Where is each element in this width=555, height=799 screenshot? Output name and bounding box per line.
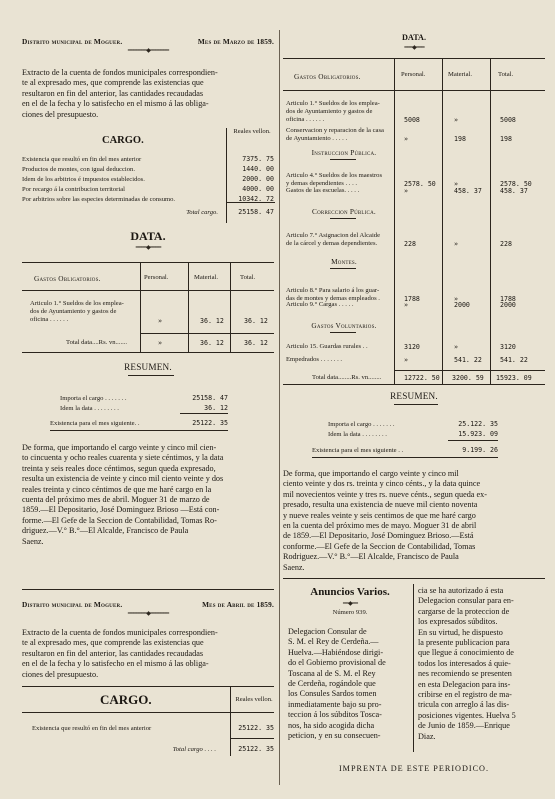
table-cell-personal: 3120 <box>404 343 420 351</box>
table-row-label <box>286 356 392 364</box>
cargo-title-abril: CARGO. <box>100 692 152 707</box>
table-cell-total: 5008 <box>500 116 516 124</box>
text-line: y demas dependientes . . . . <box>286 180 358 187</box>
table-cell-personal: » <box>404 135 408 143</box>
text-line: de la cárcel y demas dependientes. <box>286 240 378 247</box>
col-rule <box>442 58 443 384</box>
sum-rule <box>230 738 274 739</box>
cargo-row-abril <box>22 724 274 733</box>
text-line: reales treinta y cinco céntimos de que me haré cargo en la <box>22 484 212 494</box>
section-underline <box>330 159 356 160</box>
text-line: cia se ha autorizado á esta <box>418 586 504 595</box>
material-header: Material. <box>448 71 472 78</box>
table-bottom-rule <box>283 384 545 385</box>
row-label: Por recargo á la contribucion territorial <box>22 186 125 193</box>
table-row-label <box>286 172 392 188</box>
table-cell-total: 541. 22 <box>500 356 528 364</box>
ornament-divider: ━━━━━━━◆━━━━━━━ <box>127 611 169 617</box>
text-line: resulta un existencia de veinte y cinco mil ciento veinte y dos <box>22 474 224 484</box>
text-line: Gastos de las escuelas. . . . . <box>286 187 360 194</box>
text-line: en esta Delegacion para ins- <box>418 679 511 689</box>
cargo-row <box>22 165 274 174</box>
row-label: Idem la data . . . . . . . . <box>328 431 387 438</box>
text-line: cuenta del próximo mes de abril. Moguer 31 de marzo de <box>22 495 210 505</box>
total-cargo-value: 25158. 47 <box>238 208 274 216</box>
text-line: y nueve reales veinte y seis centimos de que me haré cargo <box>283 510 476 520</box>
ornament-rule <box>128 375 174 376</box>
text-line: te al expresado mes, que comprende las existencias que <box>22 78 204 88</box>
cargo-sum-rule <box>226 202 275 203</box>
text-line: to cincuenta y ocho reales cuarenta y siete céntimos, y la data <box>22 453 224 463</box>
extracto-marzo <box>22 68 274 120</box>
sum-rule <box>394 370 545 371</box>
text-line: das de montes y demas empleados . <box>286 295 380 302</box>
table-row-label <box>286 127 392 143</box>
table-top-rule <box>283 58 545 59</box>
cargo-top-rule <box>22 686 274 687</box>
text-line: todos los interesados á quie- <box>418 658 511 668</box>
resumen-sum-rule <box>180 413 228 414</box>
text-line: Diaz. <box>418 731 436 741</box>
col-rule <box>394 58 395 384</box>
gastos-obligatorios-header: Gastos Obligatorios. <box>294 72 361 81</box>
reales-vellon-header-abril: Reales vellon. <box>235 696 273 703</box>
table-cell-material: » <box>454 116 458 124</box>
reales-vellon-header: Reales vellon. <box>233 128 271 135</box>
existencia-value: 25122. 35 <box>192 419 228 427</box>
personal-header: Personal. <box>144 274 169 281</box>
text-line: presado, resulta una existencia de nueve mil ciento noventa <box>283 500 478 510</box>
table-cell-personal: » <box>404 356 408 364</box>
row-value: 10342. 72 <box>238 195 274 203</box>
cargo-row <box>22 185 274 194</box>
text-line: Extracto de la cuenta de fondos municipales correspondien- <box>22 628 218 637</box>
month-title: Mes de Marzo de 1859. <box>197 37 274 46</box>
text-line: inmediatamente bajo su pro- <box>288 699 382 709</box>
total-cargo-row-abril <box>22 745 274 754</box>
text-line: Delegacion consular para en- <box>418 596 514 606</box>
text-line: Articulo 15. Guardas rurales . . <box>286 343 368 350</box>
cargo-rows <box>22 155 274 205</box>
text-line: Extracto de la cuenta de fondos municipales correspondien- <box>22 68 218 77</box>
table-cell-material: 198 <box>454 135 466 143</box>
table-cell-material: » <box>454 180 458 188</box>
text-line: cribirse en el registro de ma- <box>418 690 512 700</box>
cargo-row <box>22 155 274 164</box>
ornament-rule <box>394 404 438 405</box>
data-row-label <box>30 300 138 324</box>
text-line: Saenz. <box>22 536 44 546</box>
anuncio-text-right <box>418 586 545 742</box>
col-rule <box>490 58 491 384</box>
resumen-title: RESUMEN. <box>124 362 172 372</box>
section-underline <box>330 332 356 333</box>
material-header: Material. <box>194 274 218 281</box>
table-cell-personal: 2578. 50 <box>404 180 436 188</box>
text-line: los Consules Sardos tomen <box>288 689 377 699</box>
resumen-rows <box>60 394 228 414</box>
row-label: Idem de los arbitrios é impuestos establecidos. <box>22 176 145 183</box>
cargo-title: CARGO. <box>102 135 144 146</box>
text-line: Rodriguez.—V.° B.°—El Alcalde, Francisco de Paula <box>283 552 459 562</box>
section-heading: Instruccion Pública. <box>311 148 377 157</box>
table-cell-personal: 5008 <box>404 116 420 124</box>
row-value: 15.923. 09 <box>458 430 498 438</box>
row-label: Productos de montes, con igual deduccion. <box>22 166 135 173</box>
table-row-label <box>286 232 392 248</box>
row-value: 25158. 47 <box>192 394 228 402</box>
closing-abril <box>283 469 545 573</box>
resumen-row <box>328 430 498 439</box>
resumen-rows-2 <box>328 420 498 440</box>
table-row-label <box>286 100 392 124</box>
resumen-row <box>60 404 228 413</box>
row-value: 25.122. 35 <box>458 420 498 428</box>
text-line: mil novecientos veinte y tres rs. nueve cénts., segun queda ex- <box>283 489 487 499</box>
text-line: cargarse de la proteccion de <box>418 606 510 616</box>
table-cell-total: 2578. 50 <box>500 180 532 188</box>
table-cell-total: 198 <box>500 135 512 143</box>
total-header: Total. <box>498 71 514 78</box>
text-line: Articulo 8.° Para salario á los guar- <box>286 287 380 294</box>
table-row-label <box>286 301 392 309</box>
row-label: Por arbitrios sobre las especies determinadas de consumo. <box>22 196 176 203</box>
right-header-data: DATA. <box>401 33 427 42</box>
sum-rule <box>140 333 274 334</box>
section-rule <box>283 578 545 579</box>
table-cell-material: 2000 <box>454 301 470 309</box>
row-label: Existencia que resultó en fin del mes anterior <box>22 156 142 163</box>
total-material: 3200. 59 <box>452 374 484 382</box>
text-line: ciento veinte y dos rs. treinta y cinco cénts., y la data quince <box>283 479 481 489</box>
table-cell-personal: 1788 <box>404 295 420 303</box>
resumen-bottom-rule <box>312 457 498 458</box>
total-personal: » <box>158 339 162 347</box>
table-cell-total: 2000 <box>500 301 516 309</box>
table-cell-total: 3120 <box>500 343 516 351</box>
gastos-obligatorios-header: Gastos Obligatorios. <box>34 274 101 283</box>
section-heading: Correccion Pública. <box>312 207 376 216</box>
text-line: Delegacion Consular de <box>288 627 367 636</box>
anuncio-column-rule <box>413 584 414 752</box>
row-value: 1440. 00 <box>242 165 274 173</box>
row-label: Idem la data . . . . . . . . <box>60 405 119 412</box>
text-line: dos de Ayuntamiento y gastos de <box>286 108 373 115</box>
extracto-abril <box>22 628 274 680</box>
col-rule <box>140 262 141 352</box>
total-cargo-label-abril: Total cargo . . . . <box>172 746 216 753</box>
text-line: De forma, que importando el cargo veinte y cinco mil <box>283 469 459 478</box>
text-line: forme.—El Gefe de la Seccion de Contabilidad, Tomas Ro- <box>22 515 217 525</box>
header-rule <box>283 90 545 91</box>
text-line: resultaron en fin del anterior, las cantidades recaudadas <box>22 88 204 98</box>
district-title: Distrito municipal de Moguer. <box>22 37 123 46</box>
table-cell-total: 228 <box>500 240 512 248</box>
total-cargo-value-abril: 25122. 35 <box>238 745 274 753</box>
text-line: Empedrados . . . . . . . <box>286 356 343 363</box>
total-header: Total. <box>240 274 256 281</box>
text-line: nes recomiendo se presenten <box>418 669 512 679</box>
existencia-label-2: Existencia para el mes siguiente . . <box>312 447 404 454</box>
ornament-divider: ━━◆━━ <box>342 601 358 607</box>
personal-header: Personal. <box>401 71 426 78</box>
text-line: Articulo 9.° Cargas . . . . . <box>286 301 354 308</box>
row-value: 36. 12 <box>204 404 228 412</box>
section-heading: Montes. <box>331 257 357 266</box>
text-line: de 1859.—El Depositario, José Dominguez Brioso.—Está <box>283 531 474 541</box>
text-line: Articulo 1.° Sueldos de los emplea- <box>30 300 124 307</box>
text-line: en la cuenta del próximo mes de mayo. Moguer 31 de abril <box>283 521 477 531</box>
text-line: de Cerdeña, rogándole que <box>288 679 376 689</box>
text-line: ciones del presupuesto. <box>22 109 99 119</box>
table-bottom-rule <box>22 352 274 353</box>
text-line: Articulo 7.° Asignacion del Alcaide <box>286 232 381 239</box>
table-row-label <box>286 187 392 195</box>
total-total: 15923. 09 <box>496 374 532 382</box>
resumen-sum-rule <box>448 440 498 441</box>
text-line: en el de la fecha y lo satisfecho en el mismo á las obliga- <box>22 99 209 109</box>
total-material: 36. 12 <box>200 339 224 347</box>
text-line: posiciones vigentes. Huelva 5 <box>418 710 516 720</box>
section-heading: Gastos Voluntarios. <box>311 321 377 330</box>
existencia-row <box>50 419 228 428</box>
text-line: ciones del presupuesto. <box>22 669 99 679</box>
resumen-row <box>60 394 228 403</box>
data-title: DATA. <box>130 229 166 243</box>
cargo-row <box>22 175 274 184</box>
text-line: los expresados súbditos. <box>418 617 498 627</box>
text-line: Huelva.—Habiéndose dirigi- <box>288 647 384 657</box>
closing-marzo <box>22 443 274 547</box>
anuncio-text-left <box>288 627 410 741</box>
text-line: la presente publicacion para <box>418 638 510 648</box>
text-line: peticion, y en su consecuen- <box>288 731 381 741</box>
total-cargo-row <box>22 208 274 217</box>
text-line: oficina . . . . . . <box>30 316 69 323</box>
text-line: En su virtud, he dispuesto <box>418 627 503 637</box>
total-total: 36. 12 <box>244 339 268 347</box>
table-cell-material: » <box>454 343 458 351</box>
table-cell-personal: 228 <box>404 240 416 248</box>
table-cell-material: » <box>454 295 458 303</box>
table-cell-personal: » <box>404 187 408 195</box>
text-line: Conservacion y reparacion de la casa <box>286 127 384 134</box>
table-top-rule <box>22 262 274 263</box>
section-rule <box>22 589 274 590</box>
table-cell-material: 458. 37 <box>454 187 482 195</box>
text-line: Articulo 1.° Sueldos de los emplea- <box>286 100 380 107</box>
ornament-divider: ━━━━━━━◆━━━━━━━ <box>127 48 169 54</box>
table-cell-personal: » <box>404 301 408 309</box>
column-separator <box>279 30 280 785</box>
text-line: S. M. el Rey de Cerdeña.— <box>288 637 379 647</box>
anuncio-numero: Número 939. <box>332 609 368 616</box>
section-underline <box>330 218 356 219</box>
text-line: en el de la fecha y lo satisfecho en el mismo á las obliga- <box>22 659 209 669</box>
text-line: Articulo 4.° Sueldos de los maestros <box>286 172 383 179</box>
header-abril <box>22 600 274 609</box>
cargo-row-label: Existencia que resultó en fin del mes anterior <box>32 725 152 732</box>
text-line: conforme.—El Gefe de la Seccion de Contabilidad, Tomas <box>283 541 476 551</box>
data-material: 36. 12 <box>200 317 224 325</box>
table-cell-total: 458. 37 <box>500 187 528 195</box>
text-line: oficina . . . . . . <box>286 116 325 123</box>
ornament-divider: ━━━━◆━━━━ <box>135 245 161 251</box>
table-cell-material: 541. 22 <box>454 356 482 364</box>
text-line: Saenz. <box>283 562 305 572</box>
text-line: que llegue á conocimiento de <box>418 648 514 658</box>
existencia-value-2: 9.199. 26 <box>462 446 498 454</box>
table-row-label <box>286 343 392 351</box>
month-title-abril: Mes de Abril de 1859. <box>202 600 274 609</box>
district-title-abril: Distrito municipal de Moguer. <box>22 600 123 609</box>
total-data-label: Total data........Rs. vn........ <box>312 374 382 381</box>
cargo-row-value: 25122. 35 <box>238 724 274 732</box>
text-line: resultaron en fin del anterior, las cantidades recaudadas <box>22 648 204 658</box>
col-rule <box>188 262 189 352</box>
table-cell-material: » <box>454 240 458 248</box>
text-line: tricula con arreglo á las dis- <box>418 700 510 710</box>
text-line: driguez.—V.° B.°—El Alcalde, Francisco de Paula <box>22 526 189 536</box>
row-value: 4000. 00 <box>242 185 274 193</box>
text-line: dos de Ayuntamiento y gastos de <box>30 308 117 315</box>
text-line: 1859.—El Depositario, José Dominguez Brioso —Está con- <box>22 505 220 515</box>
text-line: do el Gobierno provisional de <box>288 658 386 668</box>
row-value: 7375. 75 <box>242 155 274 163</box>
data-personal: » <box>158 317 162 325</box>
total-cargo-label: Total cargo. <box>186 209 218 216</box>
text-line: treinta y seis reales doce céntimos, segun queda expresado, <box>22 463 216 473</box>
data-total: 36. 12 <box>244 317 268 325</box>
total-data-label: Total data....Rs. vn....... <box>66 339 128 346</box>
text-line: Toscana al de S. M. el Rey <box>288 668 376 678</box>
section-underline <box>330 268 356 269</box>
text-line: de Ayuntamiento . . . . . <box>286 135 348 142</box>
existencia-label: Existencia para el mes siguiente. . <box>50 420 140 427</box>
col-rule <box>230 262 231 352</box>
text-line: de Junio de 1859.—Enrique <box>418 721 510 731</box>
existencia-row-2 <box>312 446 498 455</box>
text-line: te al expresado mes, que comprende las existencias que <box>22 638 204 648</box>
text-line: teccion á los súbditos Tosca- <box>288 710 382 720</box>
text-line: nos, ha sido acogida dicha <box>288 720 375 730</box>
table-cell-total: 1788 <box>500 295 516 303</box>
header-left <box>22 37 274 46</box>
resumen-row <box>328 420 498 429</box>
row-value: 2000. 00 <box>242 175 274 183</box>
text-line: De forma, que importando el cargo veinte y cinco mil cien- <box>22 443 217 452</box>
row-label: Importa el cargo . . . . . . . <box>60 395 127 402</box>
total-personal: 12722. 50 <box>404 374 440 382</box>
cargo-header-rule <box>22 712 274 713</box>
resumen-bottom-rule <box>50 430 228 431</box>
anuncios-title: Anuncios Varios. <box>310 586 390 598</box>
footer-imprenta: IMPRENTA DE ESTE PERIODICO. <box>338 764 490 773</box>
resumen-title-2: RESUMEN. <box>390 391 438 401</box>
ornament-divider: ━━━◆━━━ <box>404 45 424 51</box>
header-rule <box>22 290 274 291</box>
row-label: Importa el cargo . . . . . . . <box>328 421 395 428</box>
